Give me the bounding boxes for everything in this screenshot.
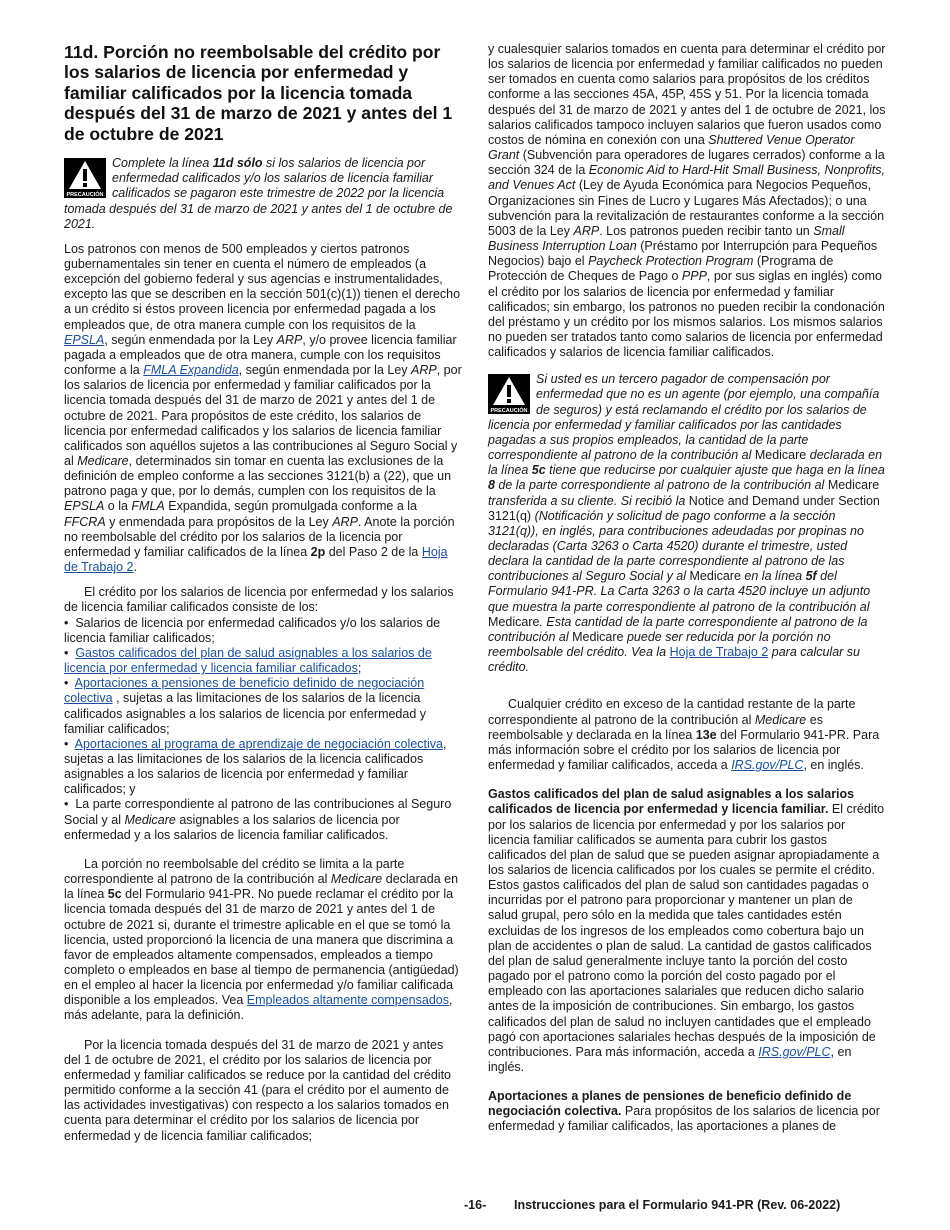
caution-label: PRECAUCIÓN (66, 192, 104, 199)
pension-contributions-link[interactable]: Aportaciones a pensiones de beneficio definido de negociación colectiva (64, 676, 425, 706)
paragraph: Por la licencia tomada después del 31 de marzo de 2021 y antes del 1 de octubre de 2021, el crédito por los salarios de licencia por enfermedad y familiar calificados se reduce por la cantidad del crédito permitido conforme a la sección 41 (para el crédito por el aumento de las actividades investigativas) con respecto a los salarios tomados en cuenta para determinar el crédito por los salarios de licencia por enfermedad y de licencia familiar calificados; (64, 1037, 452, 1143)
paragraph: Cualquier crédito en exceso de la cantidad restante de la parte correspondiente al patrono de la contribución al Medicare es reembolsable y declarada en la línea 13e del Formulario 941-PR. Para más información sobre el crédito por los salarios de licencia por enfermedad y familiar calificados, acceda a IRS.gov/PLC, en inglés. (488, 697, 880, 773)
worksheet-2-link[interactable]: Hoja de Trabajo 2 (64, 544, 448, 575)
worksheet-2-link[interactable]: Hoja de Trabajo 2 (669, 645, 769, 660)
list-item: • Salarios de licencia por enfermedad calificados y/o los salarios de licencia familiar calificados; (64, 615, 441, 645)
list-item: • Aportaciones a pensiones de beneficio definido de negociación colectiva , sujetas a las limitaciones de los salarios de la licencia calificados asignables a los salarios de licencia por enfermedad y familiar calificados; (64, 676, 427, 736)
caution-note: PRECAUCIÓN Si usted es un tercero pagador de compensación por enfermedad que no es un agente (por ejemplo, una compañía de seguros) y está reclamando el crédito por los salarios de licencia por enfermedad y familiar calificados por las cantidades pagadas a sus propios empleados, la cantidad de la parte correspondiente al patrono de la contribución al Medicare declarada en la línea 5c tiene que reducirse por cualquier ajuste que haga en la línea 8 de la parte correspondiente al patrono de la contribución al Medicare transferida a su cliente. Si recibió la Notice and Demand under Section 3121(q) (Notificación y solicitud de pago conforme a la sección 3121(q)), en inglés, para contribuciones adeudadas por propinas no declaradas (Carta 3263 o Carta 4520) durante el trimestre, usted declara la cantidad de la parte correspondiente al patrono de las contribuciones al Seguro Social y al Medicare en la línea 5f del Formulario 941-PR. La Carta 3263 o la carta 4520 incluye un adjunto que muestra la parte correspondiente al patrono de la contribución al Medicare. Esta cantidad de la parte correspondiente al patrono de la contribución al Medicare puede ser reducida por la porción no reembolsable del crédito. Vea la Hoja de Trabajo 2 para calcular su crédito. (488, 372, 885, 675)
list-item: • Gastos calificados del plan de salud asignables a los salarios de licencia por enfermedad y licencia familiar calificados; (64, 645, 432, 676)
apprenticeship-contributions-link[interactable]: Aportaciones al programa de aprendizaje de negociación colectiva (74, 736, 443, 751)
caution-note: PRECAUCIÓN Complete la línea 11d sólo si los salarios de licencia por enfermedad calificados y/o los salarios de licencia familiar calificados se pagaron este trimestre de 2022 por la licencia tomada después del 31 de marzo de 2021 y antes del 1 de octubre de 2021. (64, 156, 453, 231)
left-column (64, 42, 462, 1144)
paragraph: La porción no reembolsable del crédito se limita a la parte correspondiente al patrono de la contribución al Medicare declarada en la línea 5c del Formulario 941-PR. No puede reclamar el crédito por la licencia tomada después del 31 de marzo de 2021 y antes del 1 de octubre de 2021 si, durante el trimestre aplicable en el que se tomó la licencia, usted proporcionó la licencia de una manera que discrimina a favor de empleados altamente compensados, empleados a tiempo completo o empleados en base al tiempo de permanencia (antigüedad) en el empleo al hacer la licencia por enfermedad y/o familiar calificada disponible a los empleados. Vea Empleados altamente compensados, más adelante, para la definición. (64, 856, 459, 1023)
subheading: Aportaciones a planes de pensiones de beneficio definido de negociación colectiva. (488, 1089, 852, 1119)
paragraph: El crédito por los salarios de licencia por enfermedad y los salarios de licencia familiar calificados consiste de los: (64, 585, 454, 615)
health-plan-expenses-link[interactable]: Gastos calificados del plan de salud asignables a los salarios de licencia por enfermedad y licencia familiar calificados (64, 645, 432, 676)
right-column (488, 42, 886, 1135)
paragraph: Los patronos con menos de 500 empleados y ciertos patronos gubernamentales sin tener en cuenta el número de empleados (a excepción del gobierno federal y sus agencias e instrumentalidades, excepto las que se describen en la sección 501(c)(1)) tienen el derecho a un crédito si éstos proveen licencia por enfermedad pagada a los empleados que, de otra manera cumple con los requisitos de la EPSLA, según enmendada por la Ley ARP, y/o provee licencia familiar pagada a empleados que de otra manera, cumple con los requisitos conforme a la FMLA Expandida, según enmendada por la Ley ARP, por los salarios de licencia por enfermedad y familiar calificados por la licencia tomada después del 31 de marzo de 2021 y antes del 1 de octubre de 2021. Para propósitos de este crédito, los salarios de licencia por enfermedad calificados y los salarios de licencia familiar calificados son aquéllos sujetos a las contribuciones al Seguro Social y al Medicare, determinados sin tomar en cuenta las exclusiones de la definición de empleo conforme a las secciones 3121(b) a (22), que un patrono paga y que, por lo demás, cumplen con los requisitos de la EPSLA o la FMLA Expandida, según promulgada conforme a la FFCRA y enmendada para propósitos de la Ley ARP. Anote la porción no reembolsable del crédito por los salarios de la licencia por enfermedad y familiar calificados de la línea 2p del Paso 2 de la Hoja de Trabajo 2. (64, 241, 462, 575)
list-item: • Aportaciones al programa de aprendizaje de negociación colectiva, sujetas a las limitaciones de los salarios de la licencia calificados asignables a los salarios de licencia por enfermedad y familiar calificados; y (64, 736, 447, 797)
caution-icon (64, 158, 106, 198)
paragraph: Gastos calificados del plan de salud asignables a los salarios calificados de licencia por enfermedad y licencia familiar. El crédito por los salarios de licencia por enfermedad y por los salarios por licencia familiar calificados se aumenta para cubrir los gastos calificados del plan de salud que se pueden asignar apropiadamente a los salarios de licencia calificados por los cuales se permite el crédito. Estos gastos calificados del plan de salud son cantidades pagadas o incurridas por el patrono para proporcionar y mantener un plan de salud grupal, pero sólo en la medida que tales cantidades estén excluidas de los ingresos de los empleados como cobertura bajo un plan de accidentes o plan de salud. La cantidad de gastos calificados del plan de salud generalmente incluye tanto la porción del costo pagado por el patrono como la porción del costo pagado por el empleado con las aportaciones salariales que reducen dicho salario antes de la imposición de contribuciones. Sin embargo, los gastos calificados del plan de salud no incluyen cantidades que el empleado pagó con aportaciones salariales hechas después de la imposición de contribuciones. Para más información, acceda a IRS.gov/PLC, en inglés. (488, 787, 885, 1074)
irs-plc-link[interactable]: IRS.gov/PLC (758, 1044, 831, 1059)
highly-compensated-link[interactable]: Empleados altamente compensados (246, 993, 449, 1008)
caution-icon (488, 374, 530, 414)
subheading: Gastos calificados del plan de salud asignables a los salarios calificados de licencia por enfermedad y licencia familiar. (488, 787, 855, 817)
irs-plc-link[interactable]: IRS.gov/PLC (731, 758, 804, 773)
caution-label: PRECAUCIÓN (490, 408, 528, 415)
document-title: Instrucciones para el Formulario 941-PR (Rev. 06-2022) (514, 1198, 841, 1212)
page-number: -16- (464, 1198, 487, 1212)
paragraph: Aportaciones a planes de pensiones de beneficio definido de negociación colectiva. Para propósitos de los salarios de licencia por enfermedad y familiar calificados, las aportaciones a planes de (488, 1089, 880, 1134)
paragraph: y cualesquier salarios tomados en cuenta para determinar el crédito por los salarios de licencia por enfermedad y familiar calificados no pueden ser tomados en cuenta como salarios para propósitos de los créditos conforme a las secciones 45A, 45P, 45S y 51. Por la licencia tomada después del 31 de marzo de 2021 y antes del 1 de octubre de 2021, los salarios calificados tampoco incluyen salarios que fueron usados como costos de nómina en conexión con una Shuttered Venue Operator Grant (Subvención para operadores de lugares cerrados) conforme a la sección 324 de la Economic Aid to Hard-Hit Small Business, Nonprofits, and Venues Act (Ley de Ayuda Económica para Negocios Pequeños, Organizaciones sin Fines de Lucro y Lugares Más Afectados); o una subvención para la revitalización de restaurantes conforme a la sección 5003 de la Ley ARP. Los patronos pueden recibir tanto un Small Business Interruption Loan (Préstamo por Interrupción para Pequeños Negocios) bajo el Paycheck Protection Program (Programa de Protección de Cheques de Pago o PPP, por sus siglas en inglés) como el crédito por los salarios de licencia por enfermedad y familiar calificados; sin embargo, los patronos no pueden recibir la condonación del préstamo y un crédito por los mismos salarios. Los mismos salarios no pueden ser tratados tanto como salarios de licencia por enfermedad calificados y salarios de licencia familiar calificados. (488, 42, 886, 360)
fmla-link[interactable]: FMLA Expandida (143, 363, 239, 378)
section-heading: 11d. Porción no reembolsable del crédito por los salarios de licencia por enfermedad y familiar calificados por la licencia tomada después del 31 de marzo de 2021 y antes del 1 de octubre de 2021 (64, 42, 453, 144)
epsla-link[interactable]: EPSLA (64, 332, 105, 347)
list-item: • La parte correspondiente al patrono de las contribuciones al Seguro Social y al Medicare asignables a los salarios de licencia por enfermedad y a los salarios de licencia familiar calificados. (64, 797, 452, 842)
